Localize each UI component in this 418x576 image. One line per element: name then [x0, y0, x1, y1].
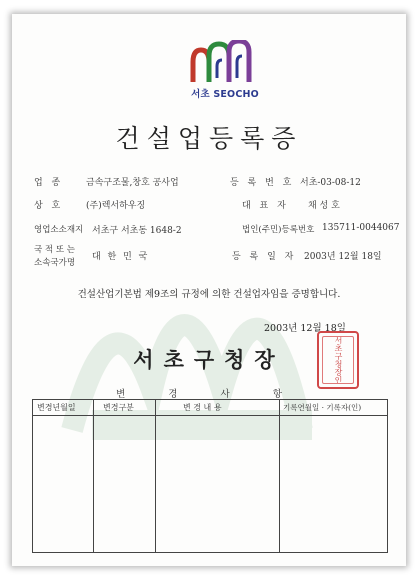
field-value-company-name: (주)렉서하우징	[86, 201, 146, 211]
field-value-registration-number: 서초-03-08-12	[300, 178, 361, 188]
field-label-office-address: 영업소소재지	[34, 225, 84, 235]
issue-date: 2003년 12월 18일	[264, 323, 346, 334]
field-label-company-name: 상 호	[34, 201, 64, 211]
seocho-logo	[175, 40, 275, 102]
field-label-registration-number: 등 록 번 호	[230, 178, 295, 188]
page-title: 건설업등록증	[115, 124, 303, 153]
field-value-nationality: 대 한 민 국	[92, 252, 150, 262]
field-label-registration-date: 등 록 일 자	[232, 252, 297, 262]
issuing-office: 서초구청장	[133, 347, 285, 372]
table-column-divider	[155, 400, 156, 552]
seocho-emblem-icon	[187, 40, 263, 84]
field-label-nationality-line2: 소속국가명	[34, 258, 76, 268]
field-label-representative: 대 표 자	[242, 201, 289, 211]
column-header-change-type: 변경구분	[103, 403, 134, 412]
field-label-corporate-id: 법인(주민)등록번호	[242, 225, 315, 235]
table-column-divider	[93, 400, 94, 552]
logo-text: 서초 SEOCHO	[191, 89, 259, 100]
registration-certificate	[12, 14, 406, 566]
changes-heading: 변 경 사 항	[116, 389, 302, 400]
field-label-business-type: 업 종	[34, 178, 64, 188]
seal-text: 서초구청장인	[334, 336, 343, 384]
official-seal	[317, 331, 359, 389]
field-value-registration-date: 2003년 12월 18일	[304, 252, 382, 262]
column-header-change-content: 변 경 내 용	[183, 403, 222, 412]
changes-table	[32, 399, 388, 553]
column-header-change-date: 변경년월일	[37, 403, 76, 412]
field-value-corporate-id: 135711-0044067	[322, 223, 400, 233]
field-value-office-address: 서초구 서초동 1648-2	[92, 226, 182, 236]
table-header-divider	[33, 415, 387, 416]
certification-statement: 건설산업기본법 제9조의 규정에 의한 건설업자임을 증명합니다.	[77, 289, 341, 300]
field-label-nationality-line1: 국 적 또 는	[34, 245, 75, 255]
field-value-business-type: 금속구조물,창호 공사업	[86, 178, 179, 188]
table-column-divider	[279, 400, 280, 552]
field-value-representative: 채 성 호	[308, 201, 340, 211]
column-header-record-date: 기록연월일 · 기록자(인)	[283, 403, 362, 412]
